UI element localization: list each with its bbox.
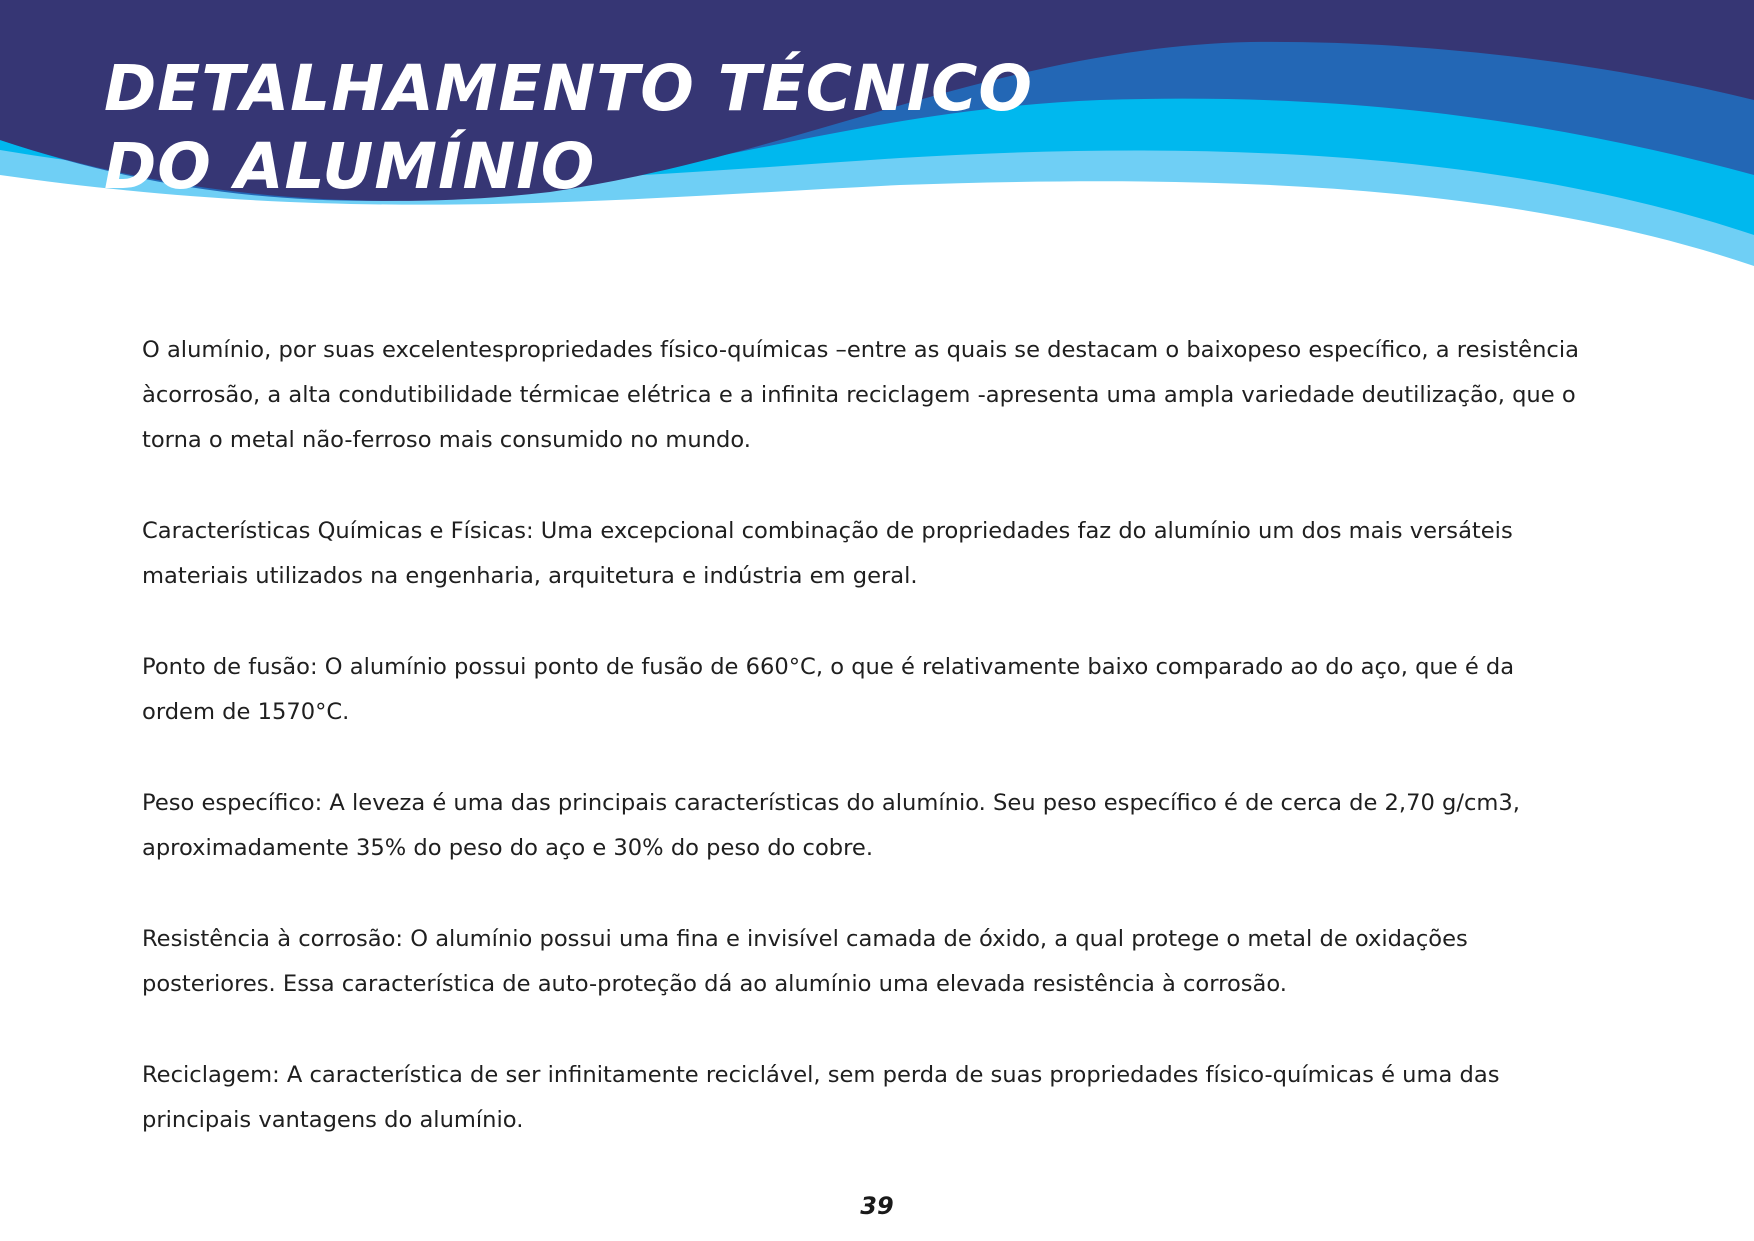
paragraph-melting-point: Ponto de fusão: O alumínio possui ponto de fusão de 660°C, o que é relativamente baixo comparado ao do aço, que é da ordem de 1570°C. <box>142 654 1515 725</box>
paragraph-recycling: Reciclagem: A característica de ser infinitamente reciclável, sem perda de suas propriedades físico-químicas é uma das principais vantagens do alumínio. <box>142 1062 1500 1133</box>
paragraph-corrosion-resistance: Resistência à corrosão: O alumínio possui uma fina e invisível camada de óxido, a qual protege o metal de oxidações posteriores. Essa característica de auto-proteção dá ao alumínio uma elevada resistência à corrosão. <box>142 926 1468 997</box>
title-line-2: DO ALUMÍNIO <box>104 130 596 203</box>
paragraph-intro: O alumínio, por suas excelentespropriedades físico-químicas –entre as quais se destacam o baixopeso específico, a resistência àcorrosão, a alta condutibilidade térmicae elétrica e a infinita reciclagem -apresenta uma ampla variedade deutilização, que o torna o metal não-ferroso mais consumido no mundo. <box>142 337 1579 453</box>
header-banner <box>0 0 1754 270</box>
body-text <box>142 328 1592 1189</box>
paragraph-specific-weight: Peso específico: A leveza é uma das principais características do alumínio. Seu peso específico é de cerca de 2,70 g/cm3, aproximadamente 35% do peso do aço e 30% do peso do cobre. <box>142 790 1520 861</box>
page-title <box>104 50 1033 206</box>
page-number: 39 <box>860 1192 894 1220</box>
title-line-1: DETALHAMENTO TÉCNICO <box>104 52 1033 125</box>
paragraph-chemical-physical: Características Químicas e Físicas: Uma excepcional combinação de propriedades faz do alumínio um dos mais versáteis materiais utilizados na engenharia, arquitetura e indústria em geral. <box>142 518 1513 589</box>
